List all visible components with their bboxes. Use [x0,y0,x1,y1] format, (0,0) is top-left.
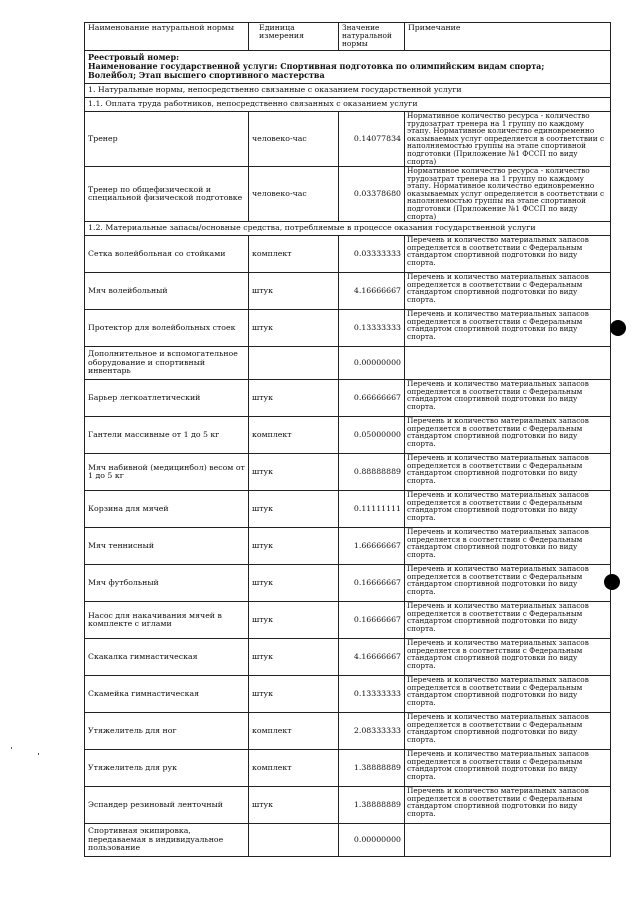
material-value: 0.05000000 [339,417,405,454]
material-value: 0.11111111 [339,491,405,528]
header-note: Примечание [405,23,611,51]
material-name: Мяч волейбольный [85,273,249,310]
material-note: Перечень и количество материальных запасов определяется в соответствии с Федеральным стандартом спортивной подготовки по виду спорта. [405,380,611,417]
material-name: Мяч теннисный [85,528,249,565]
material-name: Спортивная экипировка, передаваемая в индивидуальное пользование [85,824,249,857]
material-unit: комплект [249,236,339,273]
material-name: Дополнительное и вспомогательное оборудование и спортивный инвентарь [85,347,249,380]
table-row [85,750,611,787]
material-note: Перечень и количество материальных запасов определяется в соответствии с Федеральным стандартом спортивной подготовки по виду спорта. [405,310,611,347]
section-row [85,84,611,98]
material-note: Перечень и количество материальных запасов определяется в соответствии с Федеральным стандартом спортивной подготовки по виду спорта. [405,273,611,310]
material-value: 0.03333333 [339,236,405,273]
material-name: Сетка волейбольная со стойками [85,236,249,273]
material-note [405,347,611,380]
header-unit: Единица измерения [249,23,339,51]
material-note: Перечень и количество материальных запасов определяется в соответствии с Федеральным стандартом спортивной подготовки по виду спорта. [405,602,611,639]
material-value: 0.16666667 [339,602,405,639]
material-name: Эспандер резиновый ленточный [85,787,249,824]
norm-note: Нормативное количество ресурса - количество трудозатрат тренера на 1 группу по каждому этапу. Нормативное количество единовременно оказываемых услуг определяется в соответствии с наполняемостью группы на этапе спортивной подготовки (Приложение №1 ФССП по виду спорта) [405,112,611,167]
norm-name: Тренер по общефизической и специальной физической подготовке [85,167,249,222]
material-note: Перечень и количество материальных запасов определяется в соответствии с Федеральным стандартом спортивной подготовки по виду спорта. [405,676,611,713]
table-row [85,491,611,528]
material-name: Скакалка гимнастическая [85,639,249,676]
section-row [85,222,611,236]
material-name: Гантели массивные от 1 до 5 кг [85,417,249,454]
norm-name: Тренер [85,112,249,167]
material-value: 1.38888889 [339,750,405,787]
material-note: Перечень и количество материальных запасов определяется в соответствии с Федеральным стандартом спортивной подготовки по виду спорта. [405,236,611,273]
material-value: 1.38888889 [339,787,405,824]
material-unit: штук [249,639,339,676]
registry-cell [85,51,611,84]
norm-unit: человеко-час [249,112,339,167]
table-row [85,787,611,824]
service-stage: Волейбол; Этап высшего спортивного мастерства [88,70,325,81]
material-note: Перечень и количество материальных запасов определяется в соответствии с Федеральным стандартом спортивной подготовки по виду спорта. [405,565,611,602]
table-row [85,639,611,676]
section-1-2-title: 1.2. Материальные запасы/основные средства, потребляемые в процессе оказания государственной услуги [85,222,611,236]
material-unit: штук [249,380,339,417]
material-unit: штук [249,273,339,310]
norm-note: Нормативное количество ресурса - количество трудозатрат тренера на 1 группу по каждому этапу. Нормативное количество единовременно оказываемых услуг определяется в соответствии с наполняемостью группы на этапе спортивной подготовки (Приложение №1 ФССП по виду спорта) [405,167,611,222]
scan-speck [11,747,12,749]
material-name: Барьер легкоатлетический [85,380,249,417]
material-note: Перечень и количество материальных запасов определяется в соответствии с Федеральным стандартом спортивной подготовки по виду спорта. [405,491,611,528]
norm-value: 0.03378680 [339,167,405,222]
material-name: Корзина для мячей [85,491,249,528]
material-note: Перечень и количество материальных запасов определяется в соответствии с Федеральным стандартом спортивной подготовки по виду спорта. [405,639,611,676]
material-value: 0.16666667 [339,565,405,602]
table-row [85,454,611,491]
material-name: Насос для накачивания мячей в комплекте с иглами [85,602,249,639]
material-value: 4.16666667 [339,639,405,676]
material-unit: комплект [249,417,339,454]
material-note: Перечень и количество материальных запасов определяется в соответствии с Федеральным стандартом спортивной подготовки по виду спорта. [405,713,611,750]
material-note: Перечень и количество материальных запасов определяется в соответствии с Федеральным стандартом спортивной подготовки по виду спорта. [405,528,611,565]
material-value: 0.00000000 [339,824,405,857]
material-unit: штук [249,528,339,565]
table-header-row [85,23,611,51]
header-name: Наименование натуральной нормы [85,23,249,51]
norm-value: 0.14077834 [339,112,405,167]
material-note: Перечень и количество материальных запасов определяется в соответствии с Федеральным стандартом спортивной подготовки по виду спорта. [405,787,611,824]
material-value: 0.13333333 [339,676,405,713]
material-unit: комплект [249,713,339,750]
material-unit: штук [249,310,339,347]
material-name: Протектор для волейбольных стоек [85,310,249,347]
punch-hole-icon [604,574,620,590]
section-1-title: 1. Натуральные нормы, непосредственно связанные с оказанием государственной услуги [85,84,611,98]
material-unit: штук [249,602,339,639]
material-name: Утяжелитель для рук [85,750,249,787]
material-unit: штук [249,491,339,528]
material-value: 0.88888889 [339,454,405,491]
table-row [85,236,611,273]
material-name: Утяжелитель для ног [85,713,249,750]
norm-unit: человеко-час [249,167,339,222]
material-value: 4.16666667 [339,273,405,310]
material-value: 0.00000000 [339,347,405,380]
section-1-1-title: 1.1. Оплата труда работников, непосредственно связанных с оказанием услуги [85,98,611,112]
service-name: Наименование государственной услуги: Спортивная подготовка по олимпийским видам спорта; [88,61,545,72]
table-row [85,347,611,380]
material-name: Мяч набивной (медицинбол) весом от 1 до 5 кг [85,454,249,491]
material-note: Перечень и количество материальных запасов определяется в соответствии с Федеральным стандартом спортивной подготовки по виду спорта. [405,454,611,491]
section-row [85,98,611,112]
table-row [85,112,611,167]
table-row [85,417,611,454]
material-note: Перечень и количество материальных запасов определяется в соответствии с Федеральным стандартом спортивной подготовки по виду спорта. [405,417,611,454]
table-row [85,310,611,347]
material-value: 0.13333333 [339,310,405,347]
table-row [85,676,611,713]
table-row [85,565,611,602]
table-row [85,167,611,222]
table-row [85,380,611,417]
document-page [84,22,610,857]
material-unit: штук [249,676,339,713]
material-value: 2.08333333 [339,713,405,750]
material-note: Перечень и количество материальных запасов определяется в соответствии с Федеральным стандартом спортивной подготовки по виду спорта. [405,750,611,787]
table-row [85,602,611,639]
registry-row [85,51,611,84]
material-unit [249,824,339,857]
material-value: 0.66666667 [339,380,405,417]
material-unit: штук [249,454,339,491]
material-name: Мяч футбольный [85,565,249,602]
header-value: Значение натуральной нормы [339,23,405,51]
table-row [85,713,611,750]
punch-hole-icon [610,320,626,336]
material-unit: штук [249,787,339,824]
material-unit: штук [249,565,339,602]
table-row [85,824,611,857]
material-unit: комплект [249,750,339,787]
material-note [405,824,611,857]
material-unit [249,347,339,380]
registry-number: Реестровый номер: [88,52,180,62]
material-name: Скамейка гимнастическая [85,676,249,713]
material-value: 1.66666667 [339,528,405,565]
table-row [85,273,611,310]
table-row [85,528,611,565]
norms-table [84,22,611,857]
scan-speck [38,753,39,755]
